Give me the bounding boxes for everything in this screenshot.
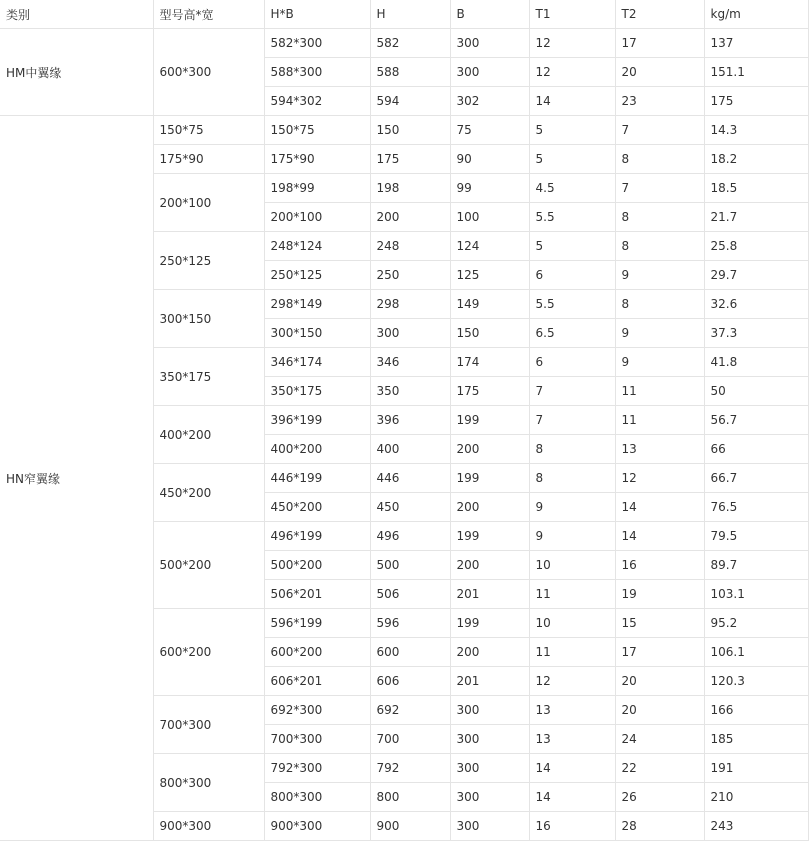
- cell-hxb: 594*302: [264, 87, 370, 116]
- cell-h: 582: [370, 29, 450, 58]
- cell-hxb: 450*200: [264, 493, 370, 522]
- cell-t1: 12: [529, 58, 615, 87]
- cell-t2: 15: [615, 609, 704, 638]
- cell-h: 800: [370, 783, 450, 812]
- cell-t2: 17: [615, 29, 704, 58]
- cell-b: 200: [450, 493, 529, 522]
- cell-b: 201: [450, 667, 529, 696]
- cell-h: 350: [370, 377, 450, 406]
- cell-t1: 6: [529, 348, 615, 377]
- cell-b: 199: [450, 609, 529, 638]
- model-cell: 600*300: [153, 29, 264, 116]
- cell-b: 75: [450, 116, 529, 145]
- cell-hxb: 596*199: [264, 609, 370, 638]
- cell-b: 300: [450, 812, 529, 841]
- model-cell: 250*125: [153, 232, 264, 290]
- cell-t2: 8: [615, 203, 704, 232]
- cell-t2: 9: [615, 319, 704, 348]
- cell-kgm: 185: [704, 725, 808, 754]
- cell-hxb: 300*150: [264, 319, 370, 348]
- header-model: 型号高*宽: [153, 0, 264, 29]
- cell-hxb: 200*100: [264, 203, 370, 232]
- model-cell: 350*175: [153, 348, 264, 406]
- cell-hxb: 175*90: [264, 145, 370, 174]
- model-cell: 700*300: [153, 696, 264, 754]
- cell-t1: 8: [529, 464, 615, 493]
- cell-kgm: 106.1: [704, 638, 808, 667]
- cell-hxb: 350*175: [264, 377, 370, 406]
- cell-t1: 7: [529, 377, 615, 406]
- cell-t1: 12: [529, 29, 615, 58]
- cell-kgm: 166: [704, 696, 808, 725]
- cell-b: 150: [450, 319, 529, 348]
- cell-hxb: 792*300: [264, 754, 370, 783]
- cell-b: 174: [450, 348, 529, 377]
- model-cell: 400*200: [153, 406, 264, 464]
- cell-kgm: 76.5: [704, 493, 808, 522]
- cell-h: 300: [370, 319, 450, 348]
- cell-b: 201: [450, 580, 529, 609]
- cell-t2: 20: [615, 696, 704, 725]
- cell-hxb: 700*300: [264, 725, 370, 754]
- cell-t2: 13: [615, 435, 704, 464]
- cell-h: 248: [370, 232, 450, 261]
- cell-kgm: 37.3: [704, 319, 808, 348]
- cell-t1: 14: [529, 783, 615, 812]
- cell-b: 124: [450, 232, 529, 261]
- cell-h: 606: [370, 667, 450, 696]
- cell-t1: 5: [529, 232, 615, 261]
- cell-t1: 6: [529, 261, 615, 290]
- cell-kgm: 151.1: [704, 58, 808, 87]
- cell-t1: 10: [529, 551, 615, 580]
- cell-kgm: 89.7: [704, 551, 808, 580]
- model-cell: 450*200: [153, 464, 264, 522]
- cell-h: 496: [370, 522, 450, 551]
- cell-h: 500: [370, 551, 450, 580]
- cell-hxb: 446*199: [264, 464, 370, 493]
- cell-t1: 9: [529, 522, 615, 551]
- table-row: [0, 116, 808, 145]
- cell-hxb: 506*201: [264, 580, 370, 609]
- cell-h: 298: [370, 290, 450, 319]
- cell-t1: 8: [529, 435, 615, 464]
- cell-h: 400: [370, 435, 450, 464]
- cell-kgm: 137: [704, 29, 808, 58]
- model-cell: 200*100: [153, 174, 264, 232]
- cell-hxb: 800*300: [264, 783, 370, 812]
- cell-kgm: 95.2: [704, 609, 808, 638]
- cell-t2: 22: [615, 754, 704, 783]
- cell-b: 199: [450, 464, 529, 493]
- cell-t1: 10: [529, 609, 615, 638]
- header-b: B: [450, 0, 529, 29]
- cell-b: 125: [450, 261, 529, 290]
- cell-t1: 11: [529, 580, 615, 609]
- cell-kgm: 21.7: [704, 203, 808, 232]
- cell-kgm: 66: [704, 435, 808, 464]
- cell-h: 600: [370, 638, 450, 667]
- cell-kgm: 25.8: [704, 232, 808, 261]
- cell-hxb: 496*199: [264, 522, 370, 551]
- cell-hxb: 248*124: [264, 232, 370, 261]
- cell-hxb: 298*149: [264, 290, 370, 319]
- header-t2: T2: [615, 0, 704, 29]
- cell-t2: 7: [615, 116, 704, 145]
- cell-hxb: 198*99: [264, 174, 370, 203]
- cell-b: 199: [450, 522, 529, 551]
- cell-kgm: 66.7: [704, 464, 808, 493]
- cell-h: 198: [370, 174, 450, 203]
- cell-h: 506: [370, 580, 450, 609]
- table-row: [0, 29, 808, 58]
- cell-kgm: 32.6: [704, 290, 808, 319]
- cell-b: 90: [450, 145, 529, 174]
- cell-hxb: 582*300: [264, 29, 370, 58]
- cell-h: 396: [370, 406, 450, 435]
- model-cell: 175*90: [153, 145, 264, 174]
- cell-hxb: 396*199: [264, 406, 370, 435]
- cell-hxb: 150*75: [264, 116, 370, 145]
- cell-t1: 6.5: [529, 319, 615, 348]
- cell-t2: 8: [615, 232, 704, 261]
- cell-t2: 20: [615, 58, 704, 87]
- model-cell: 300*150: [153, 290, 264, 348]
- cell-kgm: 41.8: [704, 348, 808, 377]
- cell-hxb: 588*300: [264, 58, 370, 87]
- model-cell: 800*300: [153, 754, 264, 812]
- cell-t1: 7: [529, 406, 615, 435]
- cell-t2: 9: [615, 261, 704, 290]
- cell-b: 149: [450, 290, 529, 319]
- cell-h: 792: [370, 754, 450, 783]
- cell-t2: 26: [615, 783, 704, 812]
- cell-hxb: 692*300: [264, 696, 370, 725]
- cell-t2: 16: [615, 551, 704, 580]
- cell-b: 200: [450, 551, 529, 580]
- cell-kgm: 50: [704, 377, 808, 406]
- cell-t1: 5.5: [529, 290, 615, 319]
- cell-b: 175: [450, 377, 529, 406]
- cell-h: 596: [370, 609, 450, 638]
- cell-t1: 5: [529, 145, 615, 174]
- cell-kgm: 120.3: [704, 667, 808, 696]
- cell-kgm: 210: [704, 783, 808, 812]
- cell-kgm: 175: [704, 87, 808, 116]
- cell-hxb: 346*174: [264, 348, 370, 377]
- model-cell: 500*200: [153, 522, 264, 609]
- cell-t2: 28: [615, 812, 704, 841]
- cell-t2: 17: [615, 638, 704, 667]
- header-h: H: [370, 0, 450, 29]
- cell-h: 692: [370, 696, 450, 725]
- cell-t2: 9: [615, 348, 704, 377]
- cell-h: 588: [370, 58, 450, 87]
- cell-b: 200: [450, 435, 529, 464]
- cell-t1: 14: [529, 87, 615, 116]
- cell-kgm: 29.7: [704, 261, 808, 290]
- cell-kgm: 56.7: [704, 406, 808, 435]
- cell-t2: 12: [615, 464, 704, 493]
- cell-hxb: 500*200: [264, 551, 370, 580]
- cell-h: 700: [370, 725, 450, 754]
- cell-b: 300: [450, 725, 529, 754]
- cell-t2: 20: [615, 667, 704, 696]
- cell-t2: 11: [615, 377, 704, 406]
- cell-t1: 16: [529, 812, 615, 841]
- header-row: [0, 0, 808, 29]
- cell-t2: 11: [615, 406, 704, 435]
- cell-hxb: 606*201: [264, 667, 370, 696]
- cell-t2: 19: [615, 580, 704, 609]
- model-cell: 900*300: [153, 812, 264, 841]
- cell-h: 900: [370, 812, 450, 841]
- header-t1: T1: [529, 0, 615, 29]
- cell-b: 302: [450, 87, 529, 116]
- cell-b: 300: [450, 783, 529, 812]
- cell-hxb: 250*125: [264, 261, 370, 290]
- cell-t1: 11: [529, 638, 615, 667]
- category-cell: HN窄翼缘: [0, 116, 153, 841]
- cell-b: 199: [450, 406, 529, 435]
- cell-t1: 9: [529, 493, 615, 522]
- model-cell: 150*75: [153, 116, 264, 145]
- cell-b: 300: [450, 58, 529, 87]
- cell-h: 250: [370, 261, 450, 290]
- header-hxb: H*B: [264, 0, 370, 29]
- cell-b: 99: [450, 174, 529, 203]
- cell-t1: 4.5: [529, 174, 615, 203]
- table-body: [0, 29, 808, 841]
- cell-t2: 23: [615, 87, 704, 116]
- cell-t2: 24: [615, 725, 704, 754]
- cell-h: 446: [370, 464, 450, 493]
- cell-t1: 14: [529, 754, 615, 783]
- cell-b: 300: [450, 754, 529, 783]
- cell-t2: 7: [615, 174, 704, 203]
- cell-kgm: 191: [704, 754, 808, 783]
- cell-t1: 5.5: [529, 203, 615, 232]
- cell-h: 346: [370, 348, 450, 377]
- cell-hxb: 400*200: [264, 435, 370, 464]
- cell-t2: 14: [615, 493, 704, 522]
- cell-h: 594: [370, 87, 450, 116]
- cell-kgm: 79.5: [704, 522, 808, 551]
- cell-hxb: 900*300: [264, 812, 370, 841]
- cell-h: 150: [370, 116, 450, 145]
- cell-hxb: 600*200: [264, 638, 370, 667]
- cell-t1: 12: [529, 667, 615, 696]
- cell-t2: 8: [615, 290, 704, 319]
- cell-t2: 8: [615, 145, 704, 174]
- cell-kgm: 103.1: [704, 580, 808, 609]
- cell-kgm: 243: [704, 812, 808, 841]
- cell-b: 200: [450, 638, 529, 667]
- cell-h: 450: [370, 493, 450, 522]
- table-header: [0, 0, 808, 29]
- cell-t1: 13: [529, 725, 615, 754]
- cell-t1: 5: [529, 116, 615, 145]
- cell-kgm: 18.5: [704, 174, 808, 203]
- cell-b: 300: [450, 29, 529, 58]
- cell-kgm: 18.2: [704, 145, 808, 174]
- cell-h: 200: [370, 203, 450, 232]
- cell-h: 175: [370, 145, 450, 174]
- cell-kgm: 14.3: [704, 116, 808, 145]
- category-cell: HM中翼缘: [0, 29, 153, 116]
- cell-b: 300: [450, 696, 529, 725]
- header-kgm: kg/m: [704, 0, 808, 29]
- cell-t1: 13: [529, 696, 615, 725]
- cell-t2: 14: [615, 522, 704, 551]
- model-cell: 600*200: [153, 609, 264, 696]
- header-category: 类别: [0, 0, 153, 29]
- cell-b: 100: [450, 203, 529, 232]
